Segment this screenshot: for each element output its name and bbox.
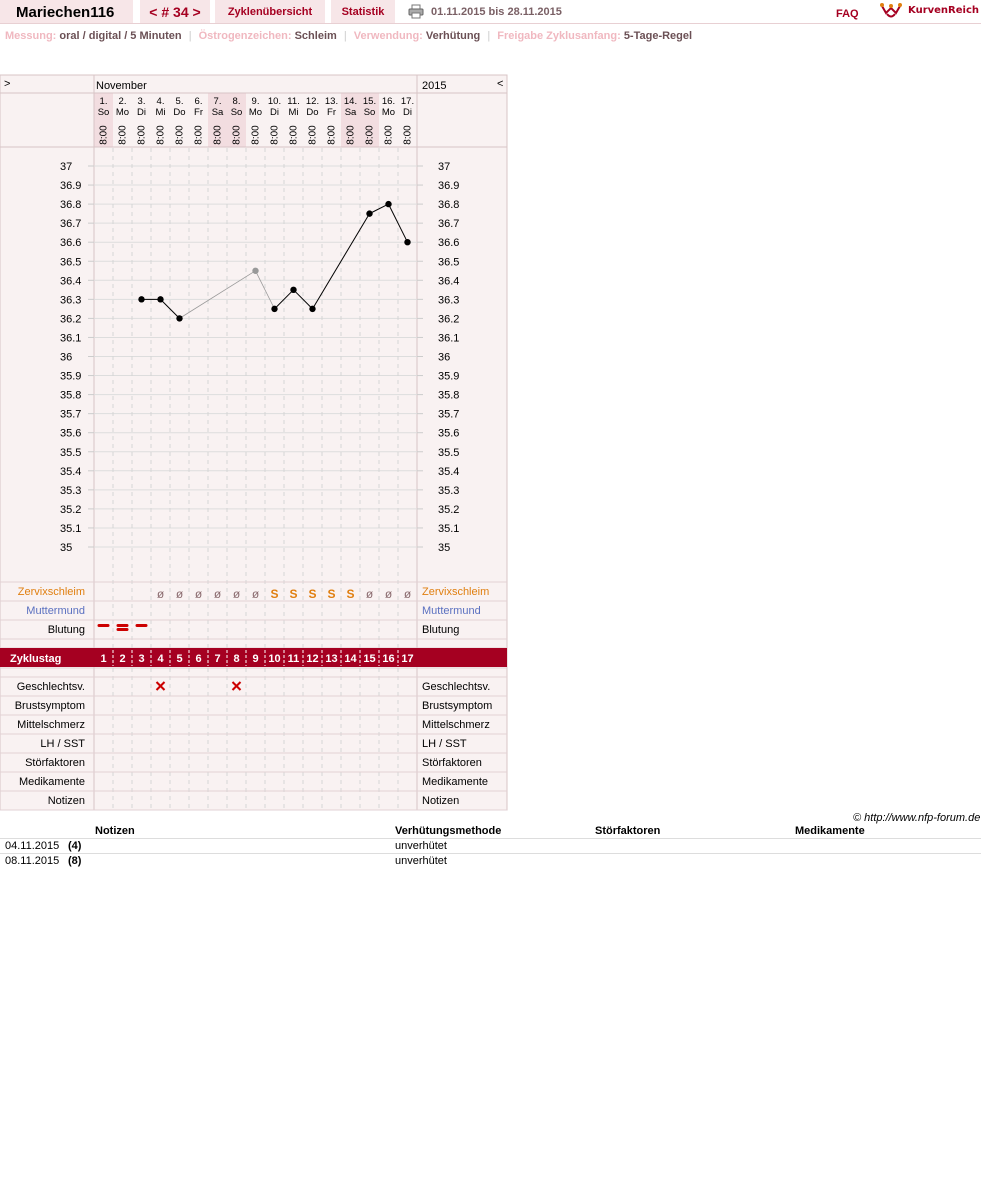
mittelschmerz-row-label-right: Mittelschmerz xyxy=(422,719,490,731)
separator: | xyxy=(487,30,491,42)
muttermund-row-label: Muttermund xyxy=(26,605,85,617)
medication-row-label-right: Medikamente xyxy=(422,776,489,788)
cycle-day-label: Zyklustag xyxy=(10,653,62,665)
y-tick-label-right: 36.3 xyxy=(438,294,460,307)
mittelschmerz-row-label: Mittelschmerz xyxy=(17,719,85,731)
day-time-label: 8:00 xyxy=(117,125,129,145)
y-tick-label-left: 36.2 xyxy=(60,313,82,326)
divider xyxy=(0,838,981,839)
day-time-label: 8:00 xyxy=(231,125,243,145)
day-weekday-label: Fr xyxy=(327,107,336,118)
day-time-label: 8:00 xyxy=(364,125,376,145)
day-time-label: 8:00 xyxy=(174,125,186,145)
copyright-credit: © http://www.nfp-forum.de xyxy=(853,812,981,824)
y-tick-label-left: 35 xyxy=(60,542,73,554)
y-tick-label-left: 36.7 xyxy=(60,218,82,231)
y-tick-label-right: 35.9 xyxy=(438,370,460,383)
y-tick-label-right: 36.9 xyxy=(438,180,460,193)
zervix-value: ø xyxy=(365,587,374,601)
y-tick-label-left: 36.8 xyxy=(60,199,82,212)
day-time-label: 8:00 xyxy=(288,125,300,145)
day-date-label: 13. xyxy=(324,96,339,107)
day-weekday-label: So xyxy=(363,107,376,118)
usage-label: Verwendung: xyxy=(353,30,423,42)
day-weekday-label: So xyxy=(97,107,110,118)
day-date-label: 3. xyxy=(137,96,146,107)
day-time-label: 8:00 xyxy=(383,125,395,145)
note-method: unverhütet xyxy=(395,855,447,867)
day-date-label: 11. xyxy=(287,96,300,107)
zervix-value: S xyxy=(346,587,355,601)
divider xyxy=(0,853,981,854)
cycle-day-number: 7 xyxy=(214,653,221,665)
estrogen-label: Östrogenzeichen: xyxy=(198,30,292,42)
day-weekday-label: Di xyxy=(270,107,279,118)
y-tick-label-right: 35.7 xyxy=(438,408,460,421)
cycle-day-number: 4 xyxy=(157,653,164,665)
zervix-value: ø xyxy=(175,587,184,601)
release-value: 5-Tage-Regel xyxy=(623,30,693,42)
y-tick-label-left: 35.5 xyxy=(60,446,82,459)
note-cycle-day: (8) xyxy=(68,855,82,867)
notes-row-label: Notizen xyxy=(47,795,85,807)
cycle-day-number: 1 xyxy=(100,653,107,665)
zervix-value: S xyxy=(289,587,298,601)
y-tick-label-right: 36.1 xyxy=(438,332,460,345)
cycle-day-number: 16 xyxy=(382,653,395,665)
tab-statistics[interactable]: Statistik xyxy=(331,0,395,23)
disturbances-row-label-right: Störfaktoren xyxy=(422,757,482,769)
y-tick-label-right: 37 xyxy=(438,161,451,173)
day-weekday-label: Sa xyxy=(211,107,224,118)
note-date: 08.11.2015 xyxy=(5,855,60,867)
day-date-label: 17. xyxy=(400,96,415,107)
cycle-day-number: 9 xyxy=(252,653,259,665)
zervix-row-label-right: Zervixschleim xyxy=(422,586,490,598)
day-time-label: 8:00 xyxy=(326,125,338,145)
cycle-day-number: 5 xyxy=(176,653,183,665)
separator: | xyxy=(188,30,192,42)
y-tick-label-left: 35.7 xyxy=(60,408,82,421)
cycle-day-number: 17 xyxy=(401,653,414,665)
cycle-day-number: 6 xyxy=(195,653,202,665)
y-tick-label-left: 36.3 xyxy=(60,294,82,307)
day-time-label: 8:00 xyxy=(345,125,357,145)
y-tick-label-left: 36.5 xyxy=(60,256,82,269)
nav-next-button: < xyxy=(497,78,504,90)
day-weekday-label: Mo xyxy=(381,107,396,118)
day-date-label: 4. xyxy=(156,96,165,107)
day-date-label: 14. xyxy=(343,96,358,107)
y-tick-label-right: 35 xyxy=(438,542,451,554)
cycle-day-number: 3 xyxy=(138,653,145,665)
day-time-label: 8:00 xyxy=(402,125,414,145)
nav-prev-button: > xyxy=(4,78,11,90)
day-weekday-label: Di xyxy=(137,107,146,118)
cycle-day-number: 2 xyxy=(119,653,126,665)
day-weekday-label: Do xyxy=(306,107,319,118)
y-tick-label-left: 35.2 xyxy=(60,503,82,516)
y-tick-label-right: 36.2 xyxy=(438,313,460,326)
medication-header: Medikamente xyxy=(795,825,865,837)
y-tick-label-left: 36.4 xyxy=(60,275,82,288)
y-tick-label-left: 35.3 xyxy=(60,484,82,497)
day-time-label: 8:00 xyxy=(136,125,148,145)
y-tick-label-right: 36.4 xyxy=(438,275,460,288)
day-date-label: 12. xyxy=(305,96,320,107)
measure-label: Messung: xyxy=(5,30,57,42)
y-tick-label-right: 36.6 xyxy=(438,237,460,250)
note-method: unverhütet xyxy=(395,840,447,852)
date-range: 01.11.2015 bis 28.11.2015 xyxy=(431,6,562,18)
y-tick-label-left: 36.1 xyxy=(60,332,82,345)
temperature-point xyxy=(309,306,315,312)
y-tick-label-right: 35.4 xyxy=(438,465,460,478)
day-time-label: 8:00 xyxy=(155,125,167,145)
bleeding-mark xyxy=(117,624,129,627)
temperature-point xyxy=(157,296,163,302)
day-weekday-label: Do xyxy=(173,107,186,118)
y-tick-label-left: 37 xyxy=(60,161,73,173)
estrogen-value: Schleim xyxy=(294,30,337,42)
intercourse-row-label: Geschlechtsv. xyxy=(16,681,85,693)
bleeding-mark xyxy=(117,628,129,631)
cycle-day-number: 12 xyxy=(306,653,319,665)
day-time-label: 8:00 xyxy=(212,125,224,145)
zervix-value: S xyxy=(270,587,279,601)
y-tick-label-left: 35.9 xyxy=(60,370,82,383)
method-header: Verhütungsmethode xyxy=(395,825,502,837)
lh-test-row-label-right: LH / SST xyxy=(422,738,467,750)
notes-row-label-right: Notizen xyxy=(422,795,460,807)
bleeding-row-label-right: Blutung xyxy=(422,624,460,636)
y-tick-label-left: 36 xyxy=(60,351,73,364)
day-time-label: 8:00 xyxy=(193,125,205,145)
day-weekday-label: Mi xyxy=(288,107,299,118)
cycle-day-number: 8 xyxy=(233,653,240,665)
muttermund-row-label-right: Muttermund xyxy=(422,605,481,617)
y-tick-label-right: 36.7 xyxy=(438,218,460,231)
cycle-day-number: 15 xyxy=(363,653,376,665)
faq-link[interactable]: FAQ xyxy=(836,8,859,20)
tab-cycle-overview[interactable]: Zyklenübersicht xyxy=(215,0,325,23)
disturbance-header: Störfaktoren xyxy=(595,825,661,837)
day-time-label: 8:00 xyxy=(98,125,110,145)
y-tick-label-right: 35.5 xyxy=(438,446,460,459)
y-tick-label-right: 35.3 xyxy=(438,484,460,497)
bleeding-mark xyxy=(136,624,148,627)
y-tick-label-right: 35.2 xyxy=(438,503,460,516)
bleeding-mark xyxy=(98,624,110,627)
zervix-value: S xyxy=(327,587,336,601)
day-weekday-label: Sa xyxy=(344,107,357,118)
day-date-label: 6. xyxy=(194,96,203,107)
temperature-point xyxy=(252,268,258,274)
cycle-day-number: 10 xyxy=(268,653,281,665)
month-label: November xyxy=(96,80,147,92)
day-time-label: 8:00 xyxy=(307,125,319,145)
logo-text: KurvenReich xyxy=(908,5,980,16)
day-date-label: 9. xyxy=(251,96,260,107)
day-date-label: 10. xyxy=(267,96,282,107)
y-tick-label-left: 36.9 xyxy=(60,180,82,193)
zervix-row-label: Zervixschleim xyxy=(17,586,85,598)
day-date-label: 1. xyxy=(99,96,108,107)
zervix-value: ø xyxy=(156,587,165,601)
y-tick-label-left: 35.6 xyxy=(60,427,82,440)
temperature-point xyxy=(138,296,144,302)
cycle-day-number: 13 xyxy=(325,653,338,665)
temperature-point xyxy=(176,315,182,321)
y-tick-label-right: 35.8 xyxy=(438,389,460,402)
y-tick-label-left: 35.4 xyxy=(60,465,82,478)
y-tick-label-left: 36.6 xyxy=(60,237,82,250)
day-date-label: 16. xyxy=(381,96,396,107)
notes-header: Notizen xyxy=(95,825,135,837)
day-weekday-label: Mo xyxy=(115,107,130,118)
cycle-navigator[interactable]: < # 34 > xyxy=(140,0,210,23)
day-weekday-label: Di xyxy=(403,107,412,118)
disturbances-row-label: Störfaktoren xyxy=(25,757,85,769)
temperature-point xyxy=(385,201,391,207)
cycle-day-number: 14 xyxy=(344,653,357,665)
separator: | xyxy=(343,30,347,42)
intercourse-row-label-right: Geschlechtsv. xyxy=(422,681,491,693)
day-weekday-label: Mi xyxy=(155,107,166,118)
day-weekday-label: So xyxy=(230,107,243,118)
y-tick-label-right: 36.8 xyxy=(438,199,460,212)
measure-value: oral / digital / 5 Minuten xyxy=(59,30,182,42)
year-label: 2015 xyxy=(422,80,447,92)
day-time-label: 8:00 xyxy=(269,125,281,145)
breast-symptom-row-label-right: Brustsymptom xyxy=(422,700,493,712)
y-tick-label-left: 35.8 xyxy=(60,389,82,402)
y-tick-label-right: 35.6 xyxy=(438,427,460,440)
temperature-point xyxy=(404,239,410,245)
y-tick-label-right: 36.5 xyxy=(438,256,460,269)
zervix-value: ø xyxy=(384,587,393,601)
day-weekday-label: Fr xyxy=(194,107,203,118)
zervix-value: S xyxy=(308,587,317,601)
day-time-label: 8:00 xyxy=(250,125,262,145)
y-tick-label-left: 35.1 xyxy=(60,522,82,535)
cycle-day-number: 11 xyxy=(287,653,300,665)
release-label: Freigabe Zyklusanfang: xyxy=(497,30,621,42)
day-date-label: 7. xyxy=(213,96,222,107)
zervix-value: ø xyxy=(403,587,412,601)
zervix-value: ø xyxy=(232,587,241,601)
y-tick-label-right: 35.1 xyxy=(438,522,460,535)
username[interactable]: Mariechen116 xyxy=(0,0,133,23)
temperature-point xyxy=(271,306,277,312)
zervix-value: ø xyxy=(213,587,222,601)
day-weekday-label: Mo xyxy=(248,107,263,118)
bleeding-row-label: Blutung xyxy=(47,624,85,636)
zervix-value: ø xyxy=(194,587,203,601)
day-date-label: 2. xyxy=(118,96,127,107)
day-date-label: 8. xyxy=(232,96,241,107)
note-date: 04.11.2015 xyxy=(5,840,60,852)
y-tick-label-right: 36 xyxy=(438,351,451,364)
day-date-label: 15. xyxy=(362,96,377,107)
medication-row-label: Medikamente xyxy=(18,776,85,788)
temperature-point xyxy=(290,287,296,293)
lh-test-row-label: LH / SST xyxy=(40,738,85,750)
zervix-value: ø xyxy=(251,587,260,601)
usage-value: Verhütung xyxy=(425,30,481,42)
day-date-label: 5. xyxy=(175,96,184,107)
temperature-point xyxy=(366,210,372,216)
breast-symptom-row-label: Brustsymptom xyxy=(14,700,85,712)
note-cycle-day: (4) xyxy=(68,840,82,852)
